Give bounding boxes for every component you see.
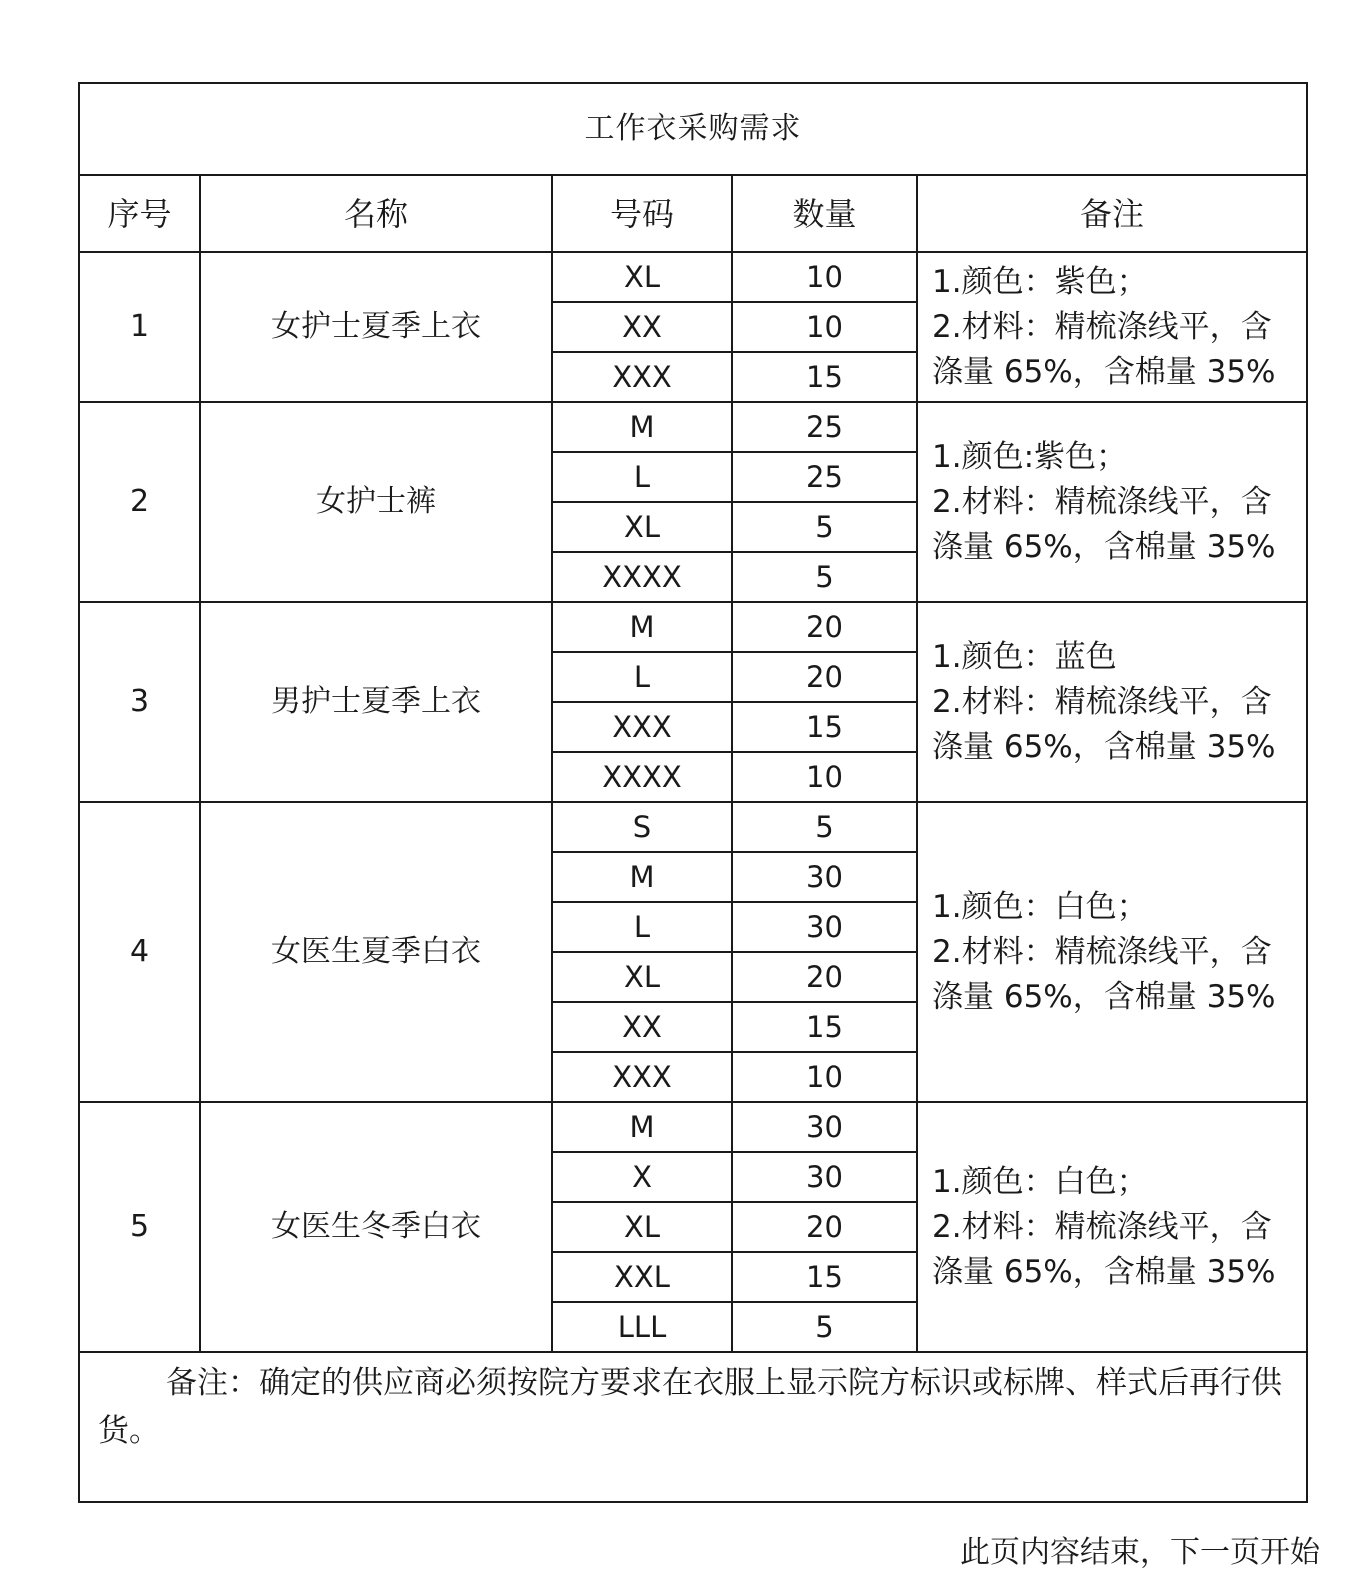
item-qty: 15 <box>732 1252 917 1302</box>
item-size: M <box>552 402 732 452</box>
item-qty: 30 <box>732 852 917 902</box>
item-qty: 10 <box>732 252 917 302</box>
item-name: 女护士裤 <box>200 402 552 602</box>
item-size: XL <box>552 252 732 302</box>
item-qty: 5 <box>732 1302 917 1352</box>
item-seq: 3 <box>79 602 200 802</box>
table-row <box>79 1102 1307 1152</box>
header-note: 备注 <box>917 175 1307 252</box>
item-size: M <box>552 852 732 902</box>
item-qty: 25 <box>732 402 917 452</box>
footnote-text: 备注：确定的供应商必须按院方要求在衣服上显示院方标识或标牌、样式后再行供货。 <box>98 1365 1282 1449</box>
item-remark <box>917 252 1307 402</box>
next-page-fragment: 此页内容结束，下一页开始 <box>960 1535 1320 1570</box>
item-qty: 30 <box>732 1152 917 1202</box>
procurement-table <box>78 82 1308 1503</box>
item-size: XL <box>552 502 732 552</box>
item-qty: 10 <box>732 752 917 802</box>
item-size: L <box>552 652 732 702</box>
item-size: XX <box>552 1002 732 1052</box>
item-size: X <box>552 1152 732 1202</box>
remark-line: 涤量 65%，含棉量 35% <box>932 728 1276 765</box>
remark-line: 涤量 65%，含棉量 35% <box>932 978 1276 1015</box>
item-qty: 5 <box>732 552 917 602</box>
item-seq: 5 <box>79 1102 200 1352</box>
table-row <box>79 802 1307 852</box>
footnote-cell <box>79 1352 1307 1502</box>
item-name: 女医生夏季白衣 <box>200 802 552 1102</box>
item-size: XXX <box>552 702 732 752</box>
item-size: XX <box>552 302 732 352</box>
item-size: L <box>552 452 732 502</box>
item-qty: 30 <box>732 902 917 952</box>
remark-line: 1.颜色：白色； <box>932 888 1148 925</box>
item-seq: 2 <box>79 402 200 602</box>
item-qty: 30 <box>732 1102 917 1152</box>
item-qty: 15 <box>732 702 917 752</box>
item-size: XL <box>552 952 732 1002</box>
remark-line: 2.材料：精梳涤线平，含 <box>932 933 1272 970</box>
remark-line: 1.颜色：紫色； <box>932 263 1148 300</box>
remark-line: 1.颜色:紫色； <box>932 438 1128 475</box>
remark-line: 2.材料：精梳涤线平，含 <box>932 483 1272 520</box>
table-row <box>79 252 1307 302</box>
item-size: M <box>552 602 732 652</box>
remark-line: 1.颜色：蓝色 <box>932 638 1117 675</box>
item-qty: 25 <box>732 452 917 502</box>
remark-line: 2.材料：精梳涤线平，含 <box>932 683 1272 720</box>
item-qty: 5 <box>732 502 917 552</box>
item-qty: 20 <box>732 1202 917 1252</box>
item-size: XXXX <box>552 552 732 602</box>
item-qty: 5 <box>732 802 917 852</box>
item-size: M <box>552 1102 732 1152</box>
item-name: 女医生冬季白衣 <box>200 1102 552 1352</box>
header-size: 号码 <box>552 175 732 252</box>
item-remark <box>917 1102 1307 1352</box>
item-name: 男护士夏季上衣 <box>200 602 552 802</box>
header-name: 名称 <box>200 175 552 252</box>
item-size: XXL <box>552 1252 732 1302</box>
item-seq: 4 <box>79 802 200 1102</box>
table-title: 工作衣采购需求 <box>79 83 1307 175</box>
footnote-row <box>79 1352 1307 1502</box>
remark-line: 1.颜色：白色； <box>932 1163 1148 1200</box>
remark-line: 2.材料：精梳涤线平，含 <box>932 1208 1272 1245</box>
item-qty: 10 <box>732 302 917 352</box>
item-qty: 10 <box>732 1052 917 1102</box>
item-size: XXX <box>552 352 732 402</box>
remark-line: 涤量 65%，含棉量 35% <box>932 1253 1276 1290</box>
table-row <box>79 602 1307 652</box>
item-qty: 15 <box>732 1002 917 1052</box>
header-row <box>79 175 1307 252</box>
header-seq: 序号 <box>79 175 200 252</box>
item-qty: 20 <box>732 652 917 702</box>
item-size: LLL <box>552 1302 732 1352</box>
remark-line: 2.材料：精梳涤线平，含 <box>932 308 1272 345</box>
item-qty: 20 <box>732 602 917 652</box>
remark-line: 涤量 65%，含棉量 35% <box>932 353 1276 390</box>
item-size: S <box>552 802 732 852</box>
item-remark <box>917 802 1307 1102</box>
item-remark <box>917 402 1307 602</box>
header-qty: 数量 <box>732 175 917 252</box>
item-qty: 15 <box>732 352 917 402</box>
item-remark <box>917 602 1307 802</box>
remark-line: 涤量 65%，含棉量 35% <box>932 528 1276 565</box>
item-size: XXX <box>552 1052 732 1102</box>
item-qty: 20 <box>732 952 917 1002</box>
item-name: 女护士夏季上衣 <box>200 252 552 402</box>
item-size: L <box>552 902 732 952</box>
table-row <box>79 402 1307 452</box>
item-size: XL <box>552 1202 732 1252</box>
item-seq: 1 <box>79 252 200 402</box>
item-size: XXXX <box>552 752 732 802</box>
